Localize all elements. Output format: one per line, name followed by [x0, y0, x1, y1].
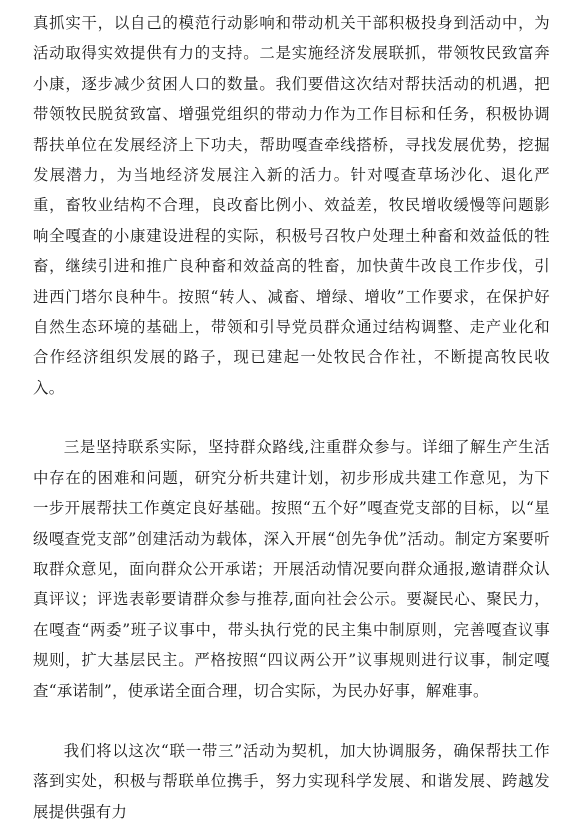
- paragraph-three: 三是坚持联系实际，坚持群众路线,注重群众参与。详细了解生产生活中存在的困难和问题，研究分析共建计划，初步形成共建工作意见，为下一步开展帮扶工作奠定良好基础。按照“五个好”嘎查党支部的目标，以“星级嘎查党支部”创建活动为载体，深入开展“创先争优”活动。制定方案要听取群众意见，面向群众公开承诺；开展活动情况要向群众通报,邀请群众认真评议；评选表彰要请群众参与推荐,面向社会公示。要凝民心、聚民力，在嘎查“两委”班子议事中，带头执行党的民主集中制原则，完善嘎查议事规则，扩大基层民主。严格按照“四议两公开”议事规则进行议事，制定嘎查“承诺制”，使承诺全面合理，切合实际，为民办好事，解难事。: [33, 438, 550, 700]
- paragraph-closing: 我们将以这次“联一带三”活动为契机，加大协调服务，确保帮扶工作落到实处，积极与帮联单位携手，努力实现科学发展、和谐发展、跨越发展提供强有力: [33, 741, 550, 821]
- paragraph-continued: 真抓实干，以自己的模范行动影响和带动机关干部积极投身到活动中，为活动取得实效提供有力的支持。二是实施经济发展联抓，带领牧民致富奔小康，逐步减少贫困人口的数量。我们要借这次结对帮扶活动的机遇，把带领牧民脱贫致富、增强党组织的带动力作为工作目标和任务，积极协调帮扶单位在发展经济上下功夫，帮助嘎查牵线搭桥，寻找发展优势，挖掘发展潜力，为当地经济发展注入新的活力。针对嘎查草场沙化、退化严重，畜牧业结构不合理，良改畜比例小、效益差，牧民增收缓慢等问题影响全嘎查的小康建设进程的实际，积极号召牧户处理土种畜和效益低的牲畜，继续引进和推广良种畜和效益高的牲畜，加快黄牛改良工作步伐，引进西门塔尔良种牛。按照“转人、减畜、增绿、增收”工作要求，在保护好自然生态环境的基础上，带领和引导党员群众通过结构调整、走产业化和合作经济组织发展的路子，现已建起一处牧民合作社，不断提高牧民收入。: [33, 14, 550, 397]
